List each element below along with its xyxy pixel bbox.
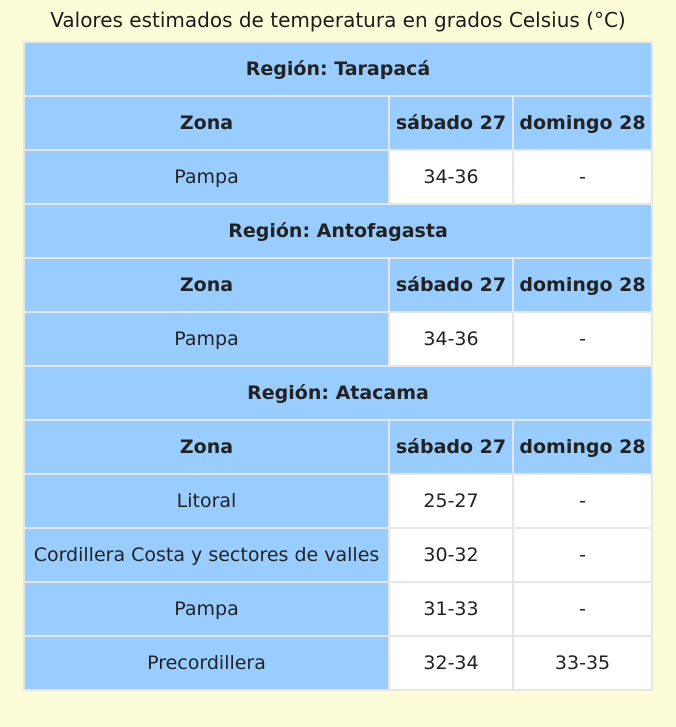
region-title: Región: Antofagasta [25, 205, 651, 257]
zone-column-header: Zona [25, 97, 388, 149]
day2-value-cell: - [514, 475, 651, 527]
day1-value-cell: 34-36 [390, 151, 512, 203]
region-title: Región: Tarapacá [25, 43, 651, 95]
table-row [25, 475, 651, 527]
day2-value-cell: - [514, 151, 651, 203]
day1-value-cell: 32-34 [390, 637, 512, 689]
day1-column-header: sábado 27 [390, 421, 512, 473]
day1-value-cell: 34-36 [390, 313, 512, 365]
day2-value-cell: 33-35 [514, 637, 651, 689]
day1-column-header: sábado 27 [390, 97, 512, 149]
table-row [25, 151, 651, 203]
zone-cell: Cordillera Costa y sectores de valles [25, 529, 388, 581]
zone-cell: Pampa [25, 583, 388, 635]
column-header-row [25, 97, 651, 149]
zone-column-header: Zona [25, 259, 388, 311]
day2-column-header: domingo 28 [514, 421, 651, 473]
day1-value-cell: 25-27 [390, 475, 512, 527]
day2-value-cell: - [514, 313, 651, 365]
temperature-table [23, 41, 653, 691]
day1-value-cell: 30-32 [390, 529, 512, 581]
column-header-row [25, 259, 651, 311]
table-row [25, 529, 651, 581]
day2-column-header: domingo 28 [514, 97, 651, 149]
region-header-row [25, 43, 651, 95]
table-row [25, 313, 651, 365]
zone-cell: Pampa [25, 313, 388, 365]
zone-column-header: Zona [25, 421, 388, 473]
table-row [25, 637, 651, 689]
day2-value-cell: - [514, 583, 651, 635]
table-row [25, 583, 651, 635]
day2-column-header: domingo 28 [514, 259, 651, 311]
day2-value-cell: - [514, 529, 651, 581]
table-caption: Valores estimados de temperatura en grados Celsius (°C) [50, 8, 626, 32]
zone-cell: Pampa [25, 151, 388, 203]
region-header-row [25, 367, 651, 419]
day1-value-cell: 31-33 [390, 583, 512, 635]
zone-cell: Litoral [25, 475, 388, 527]
column-header-row [25, 421, 651, 473]
zone-cell: Precordillera [25, 637, 388, 689]
region-title: Región: Atacama [25, 367, 651, 419]
region-header-row [25, 205, 651, 257]
day1-column-header: sábado 27 [390, 259, 512, 311]
